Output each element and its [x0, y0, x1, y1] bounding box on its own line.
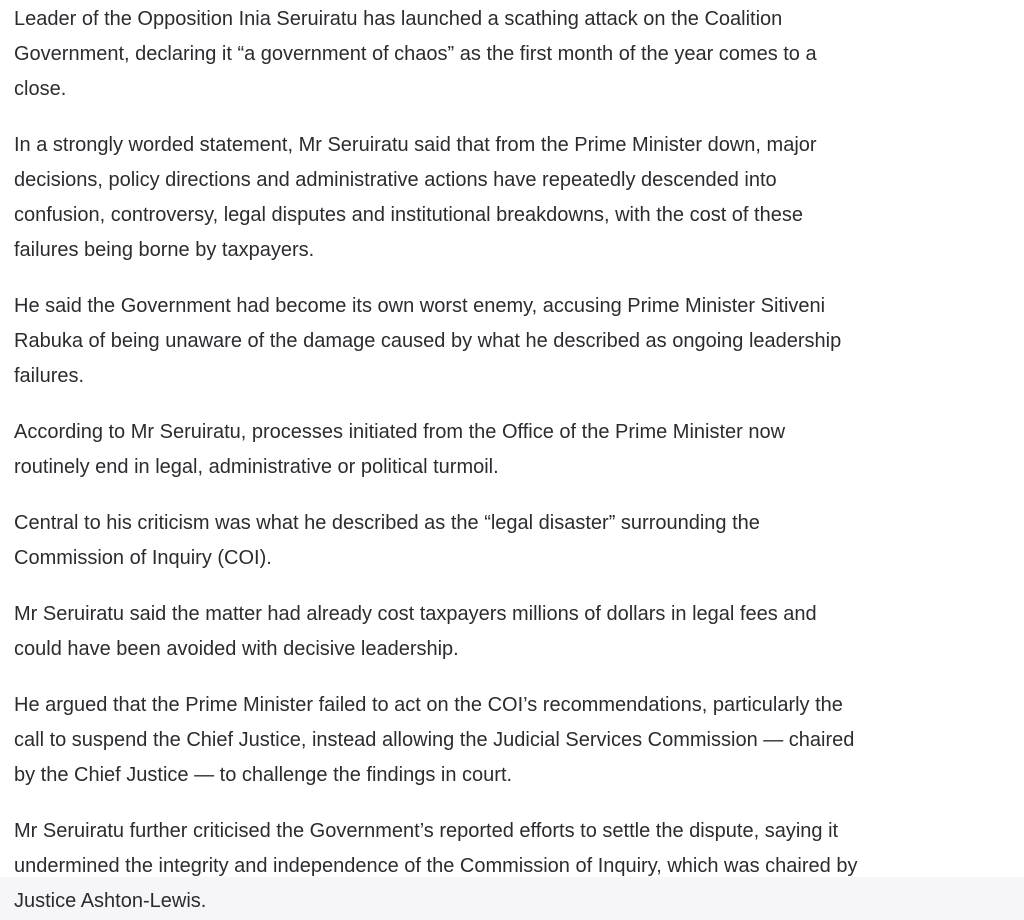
paragraph-8 [14, 814, 1010, 919]
text-line: In a strongly worded statement, Mr Seruiratu said that from the Prime Minister down, major [14, 134, 817, 156]
paragraph-4 [14, 415, 1010, 485]
paragraph-6 [14, 597, 1010, 667]
paragraph-7 [14, 688, 1010, 793]
text-line: decisions, policy directions and administrative actions have repeatedly descended into [14, 169, 777, 191]
text-line: undermined the integrity and independence of the Commission of Inquiry, which was chaired by [14, 855, 858, 877]
text-line: He argued that the Prime Minister failed to act on the COI’s recommendations, particularly the [14, 694, 843, 716]
text-line: close. [14, 78, 67, 100]
text-line: According to Mr Seruiratu, processes initiated from the Office of the Prime Minister now [14, 421, 786, 443]
text-line: Rabuka of being unaware of the damage caused by what he described as ongoing leadership [14, 330, 842, 352]
text-line: call to suspend the Chief Justice, instead allowing the Judicial Services Commission — chaired [14, 729, 855, 751]
text-line: Government, declaring it “a government of chaos” as the first month of the year comes to a [14, 43, 817, 65]
text-line: failures. [14, 365, 85, 387]
text-line: failures being borne by taxpayers. [14, 239, 315, 261]
text-line: Mr Seruiratu further criticised the Government’s reported efforts to settle the dispute, saying it [14, 820, 839, 842]
paragraph-5 [14, 506, 1010, 576]
text-line: He said the Government had become its own worst enemy, accusing Prime Minister Sitiveni [14, 295, 826, 317]
text-line: Leader of the Opposition Inia Seruiratu has launched a scathing attack on the Coalition [14, 8, 783, 30]
text-line: by the Chief Justice — to challenge the findings in court. [14, 764, 513, 786]
text-line: confusion, controversy, legal disputes and institutional breakdowns, with the cost of these [14, 204, 803, 226]
text-line: could have been avoided with decisive leadership. [14, 638, 459, 660]
text-line: Mr Seruiratu said the matter had already cost taxpayers millions of dollars in legal fees and [14, 603, 817, 625]
paragraph-3 [14, 289, 1010, 394]
text-line: Commission of Inquiry (COI). [14, 547, 272, 569]
text-line: routinely end in legal, administrative or political turmoil. [14, 456, 499, 478]
paragraph-2 [14, 128, 1010, 268]
text-line: Central to his criticism was what he described as the “legal disaster” surrounding the [14, 512, 760, 534]
text-line: Justice Ashton-Lewis. [14, 890, 207, 912]
paragraph-1 [14, 2, 1010, 107]
